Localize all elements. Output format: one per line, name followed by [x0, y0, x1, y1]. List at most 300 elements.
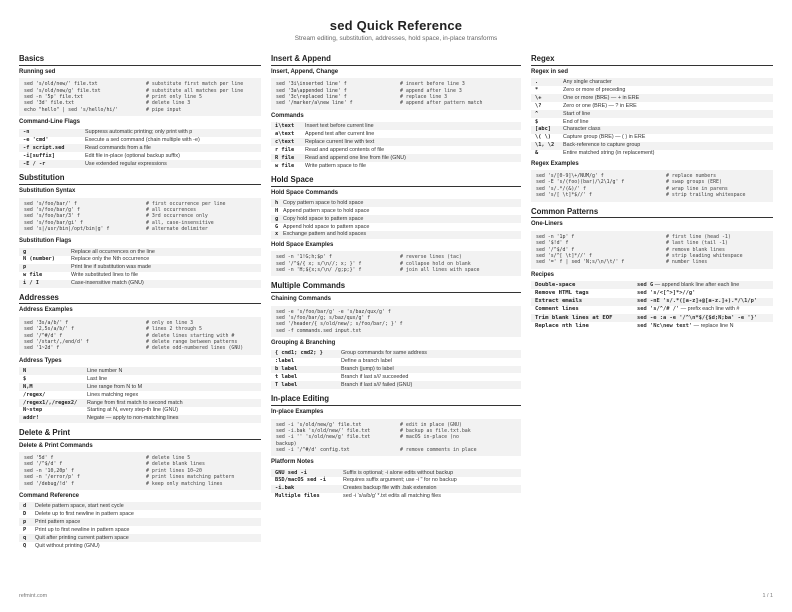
- code-line: [276, 328, 516, 334]
- row-key: Extract emails: [535, 298, 583, 305]
- section-title: Delete & Print: [19, 428, 261, 440]
- table-row: [19, 264, 261, 272]
- recipe-note: — append blank line after each line: [653, 281, 740, 288]
- code-comment: # all, case-insensitive: [146, 219, 214, 226]
- row-key: N (number): [23, 256, 55, 263]
- table-row: [19, 526, 261, 534]
- table-row: [271, 358, 521, 366]
- code-command: sed '/debug/!d' f: [24, 480, 75, 487]
- subsection-title: Substitution Syntax: [19, 188, 76, 195]
- code-command: sed 's/[ \t]*$//' f: [536, 192, 592, 199]
- recipe-code: sed 's/^/# /': [637, 306, 680, 313]
- code-comment: # keep only matching lines: [146, 480, 223, 487]
- code-comment: # first line (head -1): [666, 233, 731, 240]
- code-command: sed '3a\appended line' f: [276, 87, 347, 94]
- section: [19, 173, 261, 287]
- subsection-title: Recipes: [531, 271, 555, 278]
- code-command: sed '3c\replaced line' f: [276, 93, 347, 100]
- row-key: [abc]: [535, 126, 551, 133]
- code-line: [276, 267, 516, 273]
- table-row: [19, 510, 261, 518]
- row-key: :label: [275, 358, 295, 365]
- code-comment: # 3rd occurrence only: [146, 213, 208, 220]
- code-comment: # substitute all matches per line: [146, 87, 244, 94]
- code-command: sed -f commands.sed input.txt: [276, 327, 362, 334]
- code-line: [24, 107, 256, 113]
- row-key: a\text: [275, 130, 295, 137]
- row-description: [635, 306, 773, 313]
- code-command: echo "hello" | sed 's/hello/hi/': [24, 106, 119, 113]
- table-row: [271, 477, 521, 485]
- code-comment: # all occurrences: [146, 206, 197, 213]
- code-command: sed '5d' f: [24, 455, 54, 461]
- row-description: [635, 323, 773, 330]
- subsection-title: Command Reference: [19, 492, 80, 499]
- row-key: N: [23, 367, 27, 374]
- subsection-title: Commands: [271, 112, 304, 119]
- code-command: sed '2,5s/a/b/' f: [24, 326, 75, 333]
- table-row: [271, 138, 521, 146]
- row-key: *: [535, 86, 539, 93]
- code-command: sed -n '1p' f: [536, 233, 575, 240]
- code-command: sed '/^$/d' f: [536, 246, 575, 253]
- code-comment: # collapse hold on blank: [400, 260, 471, 267]
- table-row: [19, 502, 261, 510]
- column-1: [19, 54, 261, 555]
- row-description: [635, 315, 773, 322]
- table-row: [531, 86, 773, 94]
- row-description: Write pattern space to file: [305, 162, 367, 169]
- row-key: -n: [23, 129, 30, 136]
- code-comment: # delete lines starting with #: [146, 332, 235, 339]
- table-row: [271, 493, 521, 501]
- row-key: t label: [275, 374, 298, 381]
- row-key: ^: [535, 110, 539, 117]
- code-block: [271, 419, 521, 457]
- row-description: Requires suffix argument; use -i '' for no backup: [343, 477, 457, 484]
- recipe-code: sed 's/<[^>]*>//g': [637, 289, 696, 296]
- column-2: [271, 54, 521, 555]
- section: [19, 54, 261, 168]
- column-3: [531, 54, 773, 555]
- code-block: [19, 198, 261, 236]
- code-block: [531, 170, 773, 202]
- code-command: sed -n '10,20p' f: [24, 467, 75, 474]
- code-line: [276, 100, 516, 106]
- reference-table: [19, 502, 261, 550]
- table-row: [271, 366, 521, 374]
- code-command: backup): [276, 440, 297, 447]
- row-key: -f script.sed: [23, 145, 65, 152]
- code-command: sed 's/[0-9]\+/NUM/g' f: [536, 173, 604, 180]
- row-description: Back-reference to capture group: [563, 142, 641, 149]
- row-description: Replace current line with text: [305, 138, 375, 145]
- recipe-code: sed G: [637, 281, 654, 288]
- table-row: [271, 231, 521, 239]
- table-row: [271, 162, 521, 170]
- row-description: [635, 282, 773, 289]
- row-key: T label: [275, 381, 298, 388]
- row-description: Copy pattern space to hold space: [283, 199, 364, 206]
- row-description: Entire matched string (in replacement): [563, 150, 655, 157]
- reference-table: [19, 248, 261, 288]
- table-row: [271, 199, 521, 207]
- section-title: Addresses: [19, 293, 261, 305]
- code-command: sed 's/old/new/g' file.txt: [24, 87, 101, 94]
- section-title: Basics: [19, 54, 261, 66]
- subsection-title: Running sed: [19, 68, 56, 75]
- row-description: Group commands for same address: [341, 350, 427, 357]
- section: [19, 293, 261, 423]
- code-comment: # print lines matching pattern: [146, 474, 235, 481]
- table-row: [531, 118, 773, 126]
- row-key: Remove HTML tags: [535, 289, 589, 296]
- row-key: Trim blank lines at EOF: [535, 314, 613, 321]
- table-row: [531, 298, 773, 306]
- table-row: [531, 150, 773, 158]
- row-key: x: [275, 231, 279, 238]
- code-comment: # delete range between patterns: [146, 338, 238, 345]
- table-row: [271, 469, 521, 477]
- code-comment: # append after line 3: [400, 87, 462, 94]
- code-comment: # macOS in-place (no: [400, 434, 459, 441]
- subsection-title: Hold Space Commands: [271, 189, 339, 196]
- code-command: sed 's|/usr/bin|/opt/bin|g' f: [24, 226, 110, 233]
- code-comment: # edit in place (GNU): [400, 421, 462, 428]
- row-key: h: [275, 199, 279, 206]
- row-description: Print up to first newline in pattern space: [35, 526, 130, 533]
- code-comment: # insert before line 3: [400, 81, 465, 88]
- code-comment: # delete odd-numbered lines (GNU): [146, 345, 244, 352]
- section: [271, 281, 521, 389]
- row-description: Define a branch label: [341, 358, 392, 365]
- row-key: w file: [23, 272, 43, 279]
- row-description: Range from first match to second match: [87, 399, 183, 406]
- subsection-title: Grouping & Branching: [271, 340, 336, 347]
- table-row: [19, 129, 261, 137]
- row-description: Read and append contents of file: [305, 146, 385, 153]
- row-description: Exchange pattern and hold spaces: [283, 231, 367, 238]
- row-description: One or more (BRE) — + in ERE: [563, 94, 640, 101]
- page-title: sed Quick Reference: [329, 18, 463, 33]
- code-line: [24, 481, 256, 487]
- table-row: [19, 256, 261, 264]
- table-row: [19, 160, 261, 168]
- row-key: \1, \2: [535, 142, 555, 149]
- reference-table: [531, 78, 773, 157]
- recipe-table: [531, 281, 773, 330]
- row-description: Read commands from a file: [85, 145, 151, 152]
- subsection-title: Command-Line Flags: [19, 119, 81, 126]
- table-row: [19, 542, 261, 550]
- reference-table: [271, 469, 521, 501]
- code-command: sed '/marker/a\new line' f: [276, 100, 353, 107]
- table-row: [271, 146, 521, 154]
- row-description: Branch if last s/// succeeded: [341, 374, 409, 381]
- row-key: -E / -r: [23, 160, 46, 167]
- table-row: [19, 375, 261, 383]
- code-comment: # only on line 3: [146, 319, 194, 326]
- table-row: [271, 223, 521, 231]
- table-row: [19, 415, 261, 423]
- code-line: [536, 259, 768, 265]
- code-command: sed '/start/,/end/d' f: [24, 338, 89, 345]
- row-description: Delete pattern space, start next cycle: [35, 502, 124, 509]
- row-key: -e 'cmd': [23, 137, 49, 144]
- row-description: Any single character: [563, 78, 612, 85]
- code-comment: # wrap line in parens: [666, 185, 728, 192]
- code-comment: # replace numbers: [666, 173, 717, 180]
- table-row: [531, 322, 773, 330]
- reference-table: [19, 129, 261, 169]
- table-row: [531, 126, 773, 134]
- row-description: Execute a sed command (chain multiple with -e): [85, 137, 200, 144]
- row-description: Negate — apply to non-matching lines: [87, 415, 179, 422]
- code-comment: # append after pattern match: [400, 100, 483, 107]
- page-subtitle: Stream editing, substitution, addresses, hold space, in-place transforms: [294, 35, 498, 43]
- row-key: g: [23, 248, 27, 255]
- table-row: [19, 137, 261, 145]
- row-key: -i.bak: [275, 485, 295, 492]
- table-row: [531, 102, 773, 110]
- row-key: \+: [535, 94, 542, 101]
- code-command: sed '$!d' f: [536, 240, 569, 247]
- subsection-title: Insert, Append, Change: [271, 68, 339, 75]
- code-command: sed -n '/error/p' f: [24, 474, 80, 481]
- section-title: In-place Editing: [271, 394, 521, 406]
- code-comment: # strip leading whitespace: [666, 252, 743, 259]
- recipe-code: sed 'Nc\new text': [637, 322, 693, 329]
- table-row: [271, 373, 521, 381]
- code-comment: # print only line 5: [146, 93, 202, 100]
- table-row: [531, 110, 773, 118]
- code-command: sed -e 's/foo/bar/g' -e 's/baz/qux/g' f: [276, 308, 391, 315]
- recipe-note: — replace line N: [692, 322, 734, 329]
- code-command: sed '/^#/d' f: [24, 332, 63, 339]
- code-line: [276, 447, 516, 453]
- table-row: [19, 144, 261, 152]
- row-description: Replace all occurrences on the line: [71, 248, 155, 255]
- code-block: [271, 251, 521, 276]
- row-key: c\text: [275, 138, 295, 145]
- row-key: GNU sed -i: [275, 469, 307, 476]
- table-row: [19, 152, 261, 160]
- code-comment: # number lines: [666, 259, 708, 266]
- code-command: sed -n 'H;${x;s/\n/ /g;p;}' f: [276, 267, 362, 274]
- section-title: Regex: [531, 54, 773, 66]
- row-description: Branch (jump) to label: [341, 366, 394, 373]
- row-key: G: [275, 223, 279, 230]
- subsection-title: Substitution Flags: [19, 238, 72, 245]
- row-key: $: [23, 375, 27, 382]
- section: [531, 54, 773, 202]
- table-row: [271, 350, 521, 358]
- row-description: [635, 290, 773, 297]
- code-block: [531, 231, 773, 269]
- row-key: d: [23, 502, 27, 509]
- table-row: [19, 407, 261, 415]
- row-key: D: [23, 510, 27, 517]
- code-command: sed 's/foo/bar/g; s/baz/qux/g' f: [276, 315, 371, 322]
- table-row: [531, 289, 773, 297]
- code-command: sed 's/old/new/' file.txt: [24, 81, 98, 88]
- section: [19, 428, 261, 550]
- code-comment: # lines 2 through 5: [146, 326, 202, 333]
- row-description: Suffix is optional; -i alone edits without backup: [343, 469, 454, 476]
- row-description: Append hold space to pattern space: [283, 223, 370, 230]
- table-row: [271, 207, 521, 215]
- code-comment: # swap groups (ERE): [666, 179, 722, 186]
- row-description: Quit after printing current pattern space: [35, 534, 129, 541]
- row-key: -i[suffix]: [23, 153, 55, 160]
- code-block: [271, 306, 521, 338]
- subsection-title: Platform Notes: [271, 459, 314, 466]
- code-line: [536, 192, 768, 198]
- row-key: &: [535, 150, 539, 157]
- subsection-title: Chaining Commands: [271, 296, 332, 303]
- table-row: [19, 272, 261, 280]
- row-key: N~step: [23, 407, 43, 414]
- table-row: [19, 391, 261, 399]
- row-key: R file: [275, 154, 295, 161]
- code-comment: # delete line 5: [146, 455, 191, 461]
- row-description: Replace only the Nth occurrence: [71, 256, 150, 263]
- row-key: $: [535, 118, 539, 125]
- columns: [19, 54, 773, 555]
- section-title: Common Patterns: [531, 207, 773, 219]
- section-title: Hold Space: [271, 175, 521, 187]
- code-command: sed '3d' file.txt: [24, 100, 75, 107]
- row-description: Read and append one line from file (GNU): [305, 154, 406, 161]
- code-comment: # substitute first match per line: [146, 81, 244, 88]
- code-command: sed -n '5p' file.txt: [24, 93, 83, 100]
- reference-table: [271, 122, 521, 170]
- row-key: i / I: [23, 280, 39, 287]
- row-description: sed -i 's/a/b/g' *.txt edits all matching files: [343, 493, 441, 500]
- row-key: P: [23, 526, 27, 533]
- recipe-note: — prefix each line with #: [679, 306, 740, 313]
- reference-table: [271, 350, 521, 390]
- section-title: Multiple Commands: [271, 281, 521, 293]
- row-description: Starting at N, every step-th line (GNU): [87, 407, 179, 414]
- code-command: sed '3s/a/b/' f: [24, 319, 69, 326]
- code-comment: # remove comments in place: [400, 447, 477, 454]
- code-command: sed '/header/{ s/old/new/; s/foo/bar/; }' f: [276, 321, 403, 328]
- row-key: \?: [535, 102, 542, 109]
- row-description: Copy hold space to pattern space: [283, 215, 364, 222]
- subsection-title: One-Liners: [531, 221, 563, 228]
- row-key: b label: [275, 366, 298, 373]
- row-description: Start of line: [563, 110, 591, 117]
- subsection-title: Hold Space Examples: [271, 241, 334, 248]
- code-comment: # strip trailing whitespace: [666, 192, 746, 199]
- code-line: [24, 226, 256, 232]
- row-description: Edit file in-place (optional backup suffix): [85, 153, 180, 160]
- footer-site: refmint.com: [19, 593, 48, 600]
- table-row: [531, 78, 773, 86]
- row-key: p: [23, 264, 27, 271]
- code-command: sed 's/.*/(&)/' f: [536, 185, 587, 192]
- row-description: Capture group (BRE) — ( ) in ERE: [563, 134, 646, 141]
- code-comment: # remove blank lines: [666, 246, 725, 253]
- row-description: Zero or one (BRE) — ? in ERE: [563, 102, 637, 109]
- row-description: Quit without printing (GNU): [35, 542, 100, 549]
- code-command: sed 's/foo/bar/gi' f: [24, 219, 83, 226]
- code-command: sed -i 's/old/new/g' file.txt: [276, 421, 362, 428]
- code-comment: # print lines 10–20: [146, 467, 202, 474]
- row-key: addr!: [23, 415, 39, 422]
- code-command: sed '=' f | sed 'N;s/\n/\t/' f: [536, 259, 625, 266]
- code-block: [19, 78, 261, 116]
- row-description: Write substituted lines to file: [71, 272, 139, 279]
- code-comment: # delete blank lines: [146, 461, 205, 468]
- subsection-title: In-place Examples: [271, 409, 324, 416]
- table-row: [271, 381, 521, 389]
- row-description: Creates backup file with .bak extension: [343, 485, 437, 492]
- subsection-title: Address Types: [19, 357, 62, 364]
- code-command: sed -n '1!G;h;$p' f: [276, 254, 332, 261]
- table-row: [19, 399, 261, 407]
- row-description: Last line: [87, 375, 108, 382]
- row-key: g: [275, 215, 279, 222]
- row-description: [635, 298, 773, 305]
- subsection-title: Delete & Print Commands: [19, 442, 93, 449]
- code-command: sed -i '' 's/old/new/g' file.txt: [276, 434, 371, 441]
- row-description: Character class: [563, 126, 601, 133]
- row-description: Line number N: [87, 367, 123, 374]
- row-key: BSD/macOS sed -i: [275, 477, 327, 484]
- row-description: Use extended regular expressions: [85, 160, 167, 167]
- subsection-title: Address Examples: [19, 307, 73, 314]
- table-row: [271, 485, 521, 493]
- recipe-code: sed -nE 's/.*([a-z]+@[a-z.]+).*/\1/p': [637, 298, 758, 305]
- table-row: [531, 314, 773, 322]
- row-key: H: [275, 207, 279, 214]
- code-comment: # first occurrence per line: [146, 200, 226, 207]
- row-description: Lines matching regex: [87, 391, 139, 398]
- row-key: \( \): [535, 134, 551, 141]
- code-command: sed 's/foo/bar/g' f: [24, 206, 80, 213]
- table-row: [271, 154, 521, 162]
- subsection-title: Regex Examples: [531, 160, 579, 167]
- row-description: Line range from N to M: [87, 383, 143, 390]
- code-command: sed 's/foo/bar/3' f: [24, 213, 80, 220]
- table-row: [19, 534, 261, 542]
- code-command: sed 's/foo/bar/' f: [24, 200, 77, 207]
- reference-table: [19, 367, 261, 423]
- section: [271, 394, 521, 500]
- row-description: Suppress automatic printing; only print with p: [85, 129, 193, 136]
- table-row: [271, 130, 521, 138]
- row-description: Delete up to first newline in pattern space: [35, 510, 134, 517]
- row-key: /regex/: [23, 391, 46, 398]
- code-comment: # alternate delimiter: [146, 226, 208, 233]
- row-key: Replace nth line: [535, 322, 589, 329]
- row-key: /regex1/,/regex2/: [23, 399, 78, 406]
- table-row: [271, 215, 521, 223]
- table-row: [531, 142, 773, 150]
- table-row: [531, 281, 773, 289]
- subsection-title: Regex in sed: [531, 68, 569, 75]
- table-row: [19, 383, 261, 391]
- row-key: { cmd1; cmd2; }: [275, 350, 323, 357]
- code-command: sed '3i\inserted line' f: [276, 81, 347, 88]
- row-key: p: [23, 518, 27, 525]
- code-command: sed -E 's/(foo)(bar)/\2\1/g' f: [536, 179, 625, 186]
- recipe-code: sed -e :a -e '/^\n*$/{$d;N;ba' -e '}': [637, 314, 758, 321]
- row-key: i\text: [275, 122, 295, 129]
- section: [531, 207, 773, 331]
